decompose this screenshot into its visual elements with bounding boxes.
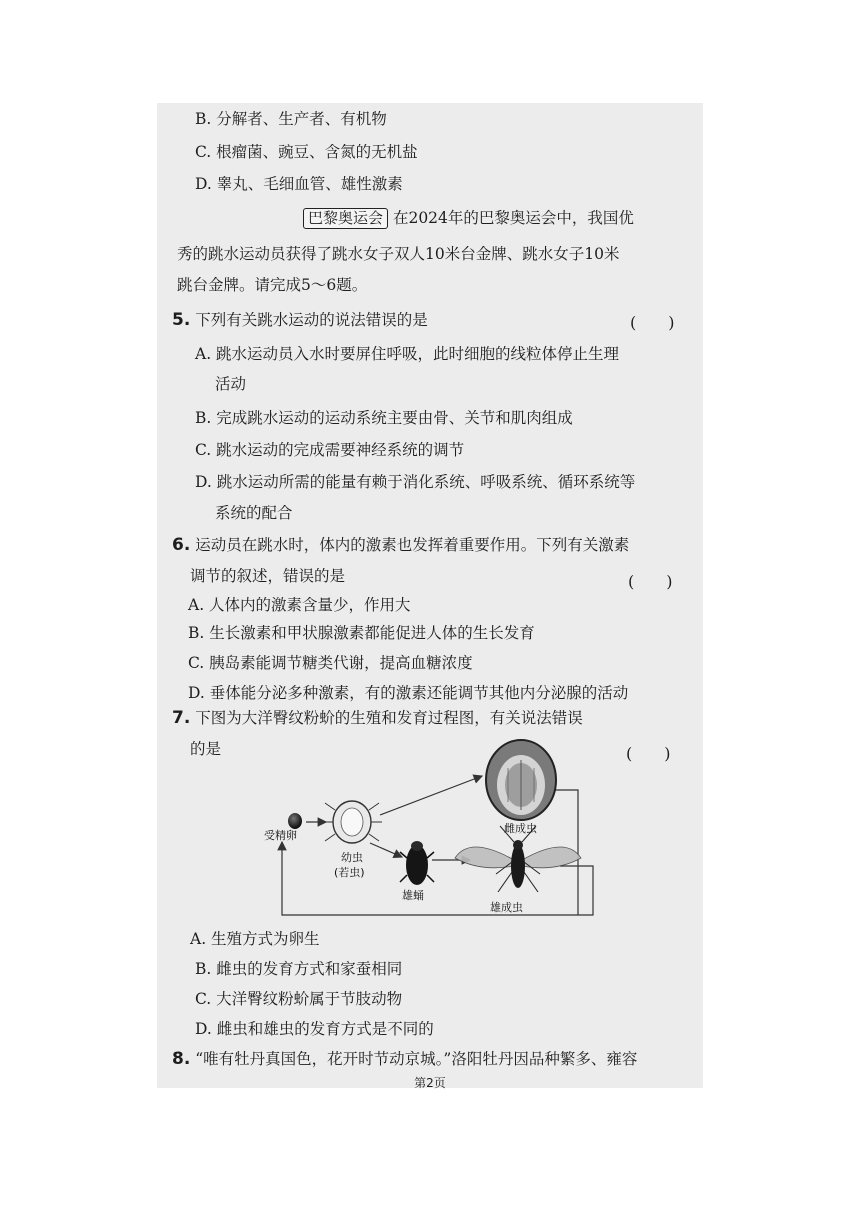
- section-tag: 巴黎奥运会: [303, 208, 388, 229]
- q6-option-b: B. 生长激素和甲状腺激素都能促进人体的生长发育: [188, 624, 535, 642]
- q8-stem-text: “唯有牡丹真国色，花开时节动京城。”洛阳牡丹因品种繁多、雍容: [195, 1050, 638, 1068]
- section-intro-line2: 秀的跳水运动员获得了跳水女子双人10米台金牌、跳水女子10米: [177, 245, 620, 263]
- label-pupa: 雄蛹: [402, 889, 424, 902]
- label-nymph-alt: (若虫): [334, 866, 365, 879]
- q7-number: 7.: [172, 708, 191, 728]
- q7-answer-blank: ( ): [626, 744, 671, 763]
- q4-option-b: B. 分解者、生产者、有机物: [195, 110, 387, 128]
- female-adult-icon: [486, 740, 556, 820]
- q6-option-c: C. 胰岛素能调节糖类代谢，提高血糖浓度: [188, 654, 473, 672]
- male-adult-icon: [455, 826, 581, 892]
- q4-option-c: C. 根瘤菌、豌豆、含氮的无机盐: [195, 143, 418, 161]
- egg-icon: [288, 813, 302, 829]
- q6-stem-2: 调节的叙述，错误的是: [190, 567, 346, 585]
- q5-answer-blank: ( ): [630, 313, 675, 332]
- q7-option-a: A. 生殖方式为卵生: [190, 930, 320, 948]
- arrow-nymph-to-pupa: [370, 843, 402, 857]
- q8-number: 8.: [172, 1049, 191, 1069]
- nymph-icon: [322, 801, 382, 843]
- section-text-1: 在2024年的巴黎奥运会中，我国优: [392, 209, 634, 227]
- q4-option-d: D. 睾丸、毛细血管、雄性激素: [195, 175, 403, 193]
- q7-stem-2: 的是: [190, 740, 222, 758]
- q6-option-a: A. 人体内的激素含量少，作用大: [188, 596, 411, 614]
- q6-number: 6.: [172, 535, 191, 555]
- q8-stem: [172, 1049, 637, 1069]
- q5-option-c: C. 跳水运动的完成需要神经系统的调节: [195, 441, 465, 459]
- q7-option-b: B. 雌虫的发育方式和家蚕相同: [195, 960, 403, 978]
- label-egg: 受精卵: [264, 829, 297, 842]
- q6-answer-blank: ( ): [628, 572, 673, 591]
- q6-option-d: D. 垂体能分泌多种激素，有的激素还能调节其他内分泌腺的活动: [188, 684, 629, 702]
- section-intro-line3: 跳台金牌。请完成5～6题。: [177, 276, 368, 294]
- arrow-nymph-to-female: [380, 776, 482, 815]
- q5-option-a2: 活动: [215, 375, 247, 393]
- q7-option-c: C. 大洋臀纹粉蚧属于节肢动物: [195, 990, 403, 1008]
- q5-option-b: B. 完成跳水运动的运动系统主要由骨、关节和肌肉组成: [195, 409, 573, 427]
- q5-stem-text: 下列有关跳水运动的说法错误的是: [195, 311, 428, 329]
- label-male-adult: 雄成虫: [490, 901, 523, 914]
- q7-option-d: D. 雌虫和雄虫的发育方式是不同的: [195, 1020, 434, 1038]
- q7-stem-text-1: 下图为大洋臀纹粉蚧的生殖和发育过程图，有关说法错误: [195, 709, 583, 727]
- q5-option-a1: A. 跳水运动员入水时要屏住呼吸，此时细胞的线粒体停止生理: [195, 345, 620, 363]
- pupa-icon: [400, 841, 434, 885]
- q5-option-d2: 系统的配合: [215, 504, 293, 522]
- label-nymph: 幼虫: [341, 851, 363, 864]
- q5-option-d1: D. 跳水运动所需的能量有赖于消化系统、呼吸系统、循环系统等: [195, 473, 636, 491]
- q5-number: 5.: [172, 310, 191, 330]
- page-footer: 第2页: [414, 1076, 446, 1090]
- q6-stem-text-1: 运动员在跳水时，体内的激素也发挥着重要作用。下列有关激素: [195, 536, 630, 554]
- label-female-adult: 雌成虫: [504, 822, 537, 835]
